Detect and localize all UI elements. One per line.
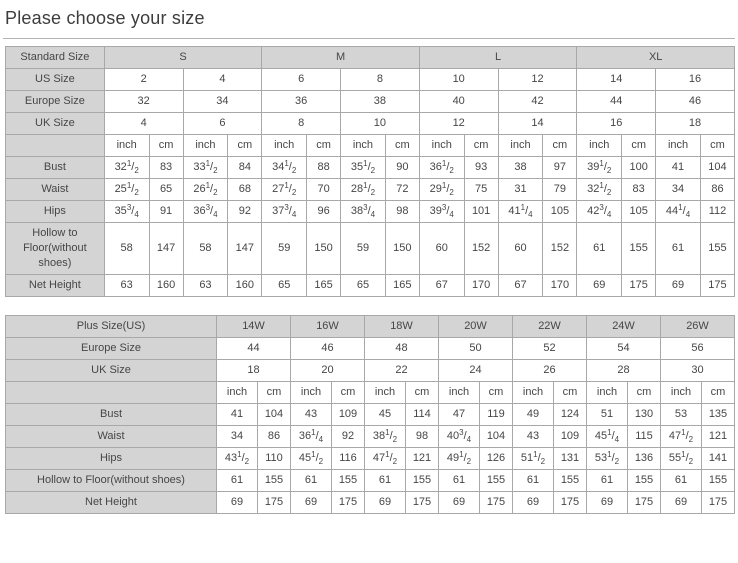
measure-value-cell: $39^3/_4$ xyxy=(419,201,464,223)
measure-value-cell: $25^1/_2$ xyxy=(104,179,149,201)
measure-value-cell: 86 xyxy=(258,425,291,447)
measure-value-cell: $26^1/_2$ xyxy=(183,179,228,201)
size-value-cell: 44 xyxy=(217,337,291,359)
measure-value-cell: 88 xyxy=(307,157,341,179)
measure-value-cell: 63 xyxy=(104,274,149,296)
measure-value-cell: $39^1/_2$ xyxy=(577,157,622,179)
measure-value-cell: 92 xyxy=(228,201,262,223)
measure-value-cell: 152 xyxy=(543,223,577,275)
measure-value-cell: 31 xyxy=(498,179,543,201)
group-header-cell: 16W xyxy=(291,315,365,337)
measure-value-cell: 175 xyxy=(554,491,587,513)
measure-value-cell: $33^1/_2$ xyxy=(183,157,228,179)
measure-value-cell: 105 xyxy=(622,201,656,223)
unit-cell: inch xyxy=(656,135,701,157)
measure-value-cell: 155 xyxy=(258,469,291,491)
table-row xyxy=(6,201,735,223)
unit-cell: cm xyxy=(628,381,661,403)
measure-value-cell: 67 xyxy=(498,274,543,296)
measure-value-cell: 60 xyxy=(498,223,543,275)
measure-value-cell: 114 xyxy=(406,403,439,425)
unit-cell: inch xyxy=(262,135,307,157)
size-value-cell: 54 xyxy=(587,337,661,359)
measure-value-cell: 115 xyxy=(628,425,661,447)
size-value-cell: 12 xyxy=(419,113,498,135)
measure-value-cell: 155 xyxy=(332,469,365,491)
table-row xyxy=(6,157,735,179)
measure-value-cell: 175 xyxy=(258,491,291,513)
measure-value-cell: 141 xyxy=(702,447,735,469)
measure-value-cell: 34 xyxy=(656,179,701,201)
measure-value-cell: 65 xyxy=(262,274,307,296)
size-value-cell: 16 xyxy=(577,113,656,135)
measure-value-cell: 61 xyxy=(291,469,332,491)
size-value-cell: 34 xyxy=(183,91,262,113)
size-value-cell: 6 xyxy=(262,69,341,91)
unit-cell: inch xyxy=(439,381,480,403)
measure-value-cell: 101 xyxy=(464,201,498,223)
measure-value-cell: $37^3/_4$ xyxy=(262,201,307,223)
measure-value-cell: 68 xyxy=(228,179,262,201)
size-value-cell: 50 xyxy=(439,337,513,359)
measure-value-cell: 147 xyxy=(228,223,262,275)
measure-value-cell: $35^3/_4$ xyxy=(104,201,149,223)
measure-value-cell: 104 xyxy=(480,425,513,447)
measure-value-cell: $42^3/_4$ xyxy=(577,201,622,223)
size-value-cell: 20 xyxy=(291,359,365,381)
measure-value-cell: 58 xyxy=(183,223,228,275)
measure-value-cell: 104 xyxy=(258,403,291,425)
measure-value-cell: 47 xyxy=(439,403,480,425)
size-value-cell: 48 xyxy=(365,337,439,359)
table-gap xyxy=(3,297,735,315)
unit-row-label-cell xyxy=(6,135,105,157)
size-value-cell: 14 xyxy=(498,113,577,135)
measure-value-cell: 51 xyxy=(587,403,628,425)
measure-value-cell: $29^1/_2$ xyxy=(419,179,464,201)
measure-value-cell: 69 xyxy=(587,491,628,513)
row-label-cell: Bust xyxy=(6,403,217,425)
measure-value-cell: 150 xyxy=(307,223,341,275)
measure-value-cell: 105 xyxy=(543,201,577,223)
measure-value-cell: 43 xyxy=(291,403,332,425)
measure-value-cell: 136 xyxy=(628,447,661,469)
group-header-cell: 18W xyxy=(365,315,439,337)
measure-value-cell: 155 xyxy=(406,469,439,491)
measure-value-cell: $27^1/_2$ xyxy=(262,179,307,201)
measure-value-cell: $28^1/_2$ xyxy=(341,179,386,201)
measure-value-cell: $47^1/_2$ xyxy=(365,447,406,469)
row-label-cell: Hollow to Floor(without shoes) xyxy=(6,469,217,491)
measure-value-cell: 61 xyxy=(217,469,258,491)
measure-value-cell: $47^1/_2$ xyxy=(661,425,702,447)
measure-value-cell: $49^1/_2$ xyxy=(439,447,480,469)
unit-cell: cm xyxy=(258,381,291,403)
measure-value-cell: 160 xyxy=(149,274,183,296)
measure-value-cell: $35^1/_2$ xyxy=(341,157,386,179)
measure-value-cell: 126 xyxy=(480,447,513,469)
measure-value-cell: 152 xyxy=(464,223,498,275)
size-value-cell: 22 xyxy=(365,359,439,381)
measure-value-cell: 175 xyxy=(332,491,365,513)
measure-value-cell: $38^1/_2$ xyxy=(365,425,406,447)
size-value-cell: 46 xyxy=(291,337,365,359)
measure-value-cell: $36^3/_4$ xyxy=(183,201,228,223)
table-row xyxy=(6,425,735,447)
measure-value-cell: 61 xyxy=(656,223,701,275)
size-value-cell: 18 xyxy=(217,359,291,381)
measure-value-cell: 84 xyxy=(228,157,262,179)
measure-value-cell: 63 xyxy=(183,274,228,296)
measure-value-cell: 59 xyxy=(341,223,386,275)
size-value-cell: 12 xyxy=(498,69,577,91)
size-value-cell: 10 xyxy=(341,113,420,135)
unit-cell: cm xyxy=(332,381,365,403)
measure-value-cell: 165 xyxy=(385,274,419,296)
table-row xyxy=(6,381,735,403)
size-value-cell: 28 xyxy=(587,359,661,381)
row-label-cell: Waist xyxy=(6,425,217,447)
measure-value-cell: $38^3/_4$ xyxy=(341,201,386,223)
measure-value-cell: 121 xyxy=(406,447,439,469)
size-value-cell: 10 xyxy=(419,69,498,91)
size-value-cell: 52 xyxy=(513,337,587,359)
measure-value-cell: 69 xyxy=(217,491,258,513)
size-value-cell: 14 xyxy=(577,69,656,91)
measure-value-cell: 65 xyxy=(341,274,386,296)
measure-value-cell: 131 xyxy=(554,447,587,469)
measure-value-cell: 175 xyxy=(702,491,735,513)
unit-cell: cm xyxy=(406,381,439,403)
row-label-cell: Hips xyxy=(6,201,105,223)
table-row xyxy=(6,447,735,469)
measure-value-cell: 69 xyxy=(577,274,622,296)
measure-value-cell: 92 xyxy=(332,425,365,447)
measure-value-cell: 61 xyxy=(661,469,702,491)
unit-cell: cm xyxy=(385,135,419,157)
group-header-cell: L xyxy=(419,47,577,69)
measure-value-cell: 155 xyxy=(622,223,656,275)
table-row xyxy=(6,223,735,275)
measure-value-cell: 79 xyxy=(543,179,577,201)
unit-cell: cm xyxy=(228,135,262,157)
measure-value-cell: $40^3/_4$ xyxy=(439,425,480,447)
measure-value-cell: 147 xyxy=(149,223,183,275)
measure-value-cell: 93 xyxy=(464,157,498,179)
measure-value-cell: 69 xyxy=(439,491,480,513)
table-row xyxy=(6,135,735,157)
corner-cell: Plus Size(US) xyxy=(6,315,217,337)
measure-value-cell: $45^1/_4$ xyxy=(587,425,628,447)
measure-value-cell: 91 xyxy=(149,201,183,223)
measure-value-cell: $53^1/_2$ xyxy=(587,447,628,469)
size-value-cell: 38 xyxy=(341,91,420,113)
measure-value-cell: 98 xyxy=(406,425,439,447)
measure-value-cell: $36^1/_4$ xyxy=(291,425,332,447)
unit-cell: inch xyxy=(419,135,464,157)
table-row xyxy=(6,179,735,201)
group-header-cell: 14W xyxy=(217,315,291,337)
measure-value-cell: 69 xyxy=(513,491,554,513)
row-label-cell: Hips xyxy=(6,447,217,469)
unit-cell: inch xyxy=(365,381,406,403)
measure-value-cell: 65 xyxy=(149,179,183,201)
row-label-cell: UK Size xyxy=(6,113,105,135)
measure-value-cell: 135 xyxy=(702,403,735,425)
unit-cell: cm xyxy=(702,381,735,403)
unit-cell: cm xyxy=(307,135,341,157)
measure-value-cell: 150 xyxy=(385,223,419,275)
size-value-cell: 8 xyxy=(262,113,341,135)
measure-value-cell: $55^1/_2$ xyxy=(661,447,702,469)
measure-value-cell: 175 xyxy=(480,491,513,513)
unit-cell: inch xyxy=(498,135,543,157)
measure-value-cell: 170 xyxy=(464,274,498,296)
measure-value-cell: 60 xyxy=(419,223,464,275)
measure-value-cell: 59 xyxy=(262,223,307,275)
measure-value-cell: 86 xyxy=(700,179,734,201)
measure-value-cell: 124 xyxy=(554,403,587,425)
measure-value-cell: 155 xyxy=(700,223,734,275)
measure-value-cell: 175 xyxy=(628,491,661,513)
measure-value-cell: 109 xyxy=(332,403,365,425)
measure-value-cell: 155 xyxy=(554,469,587,491)
row-label-cell: US Size xyxy=(6,69,105,91)
measure-value-cell: 53 xyxy=(661,403,702,425)
size-value-cell: 36 xyxy=(262,91,341,113)
size-value-cell: 30 xyxy=(661,359,735,381)
table-row xyxy=(6,113,735,135)
size-value-cell: 24 xyxy=(439,359,513,381)
measure-value-cell: 170 xyxy=(543,274,577,296)
title-divider xyxy=(3,38,735,39)
unit-cell: inch xyxy=(104,135,149,157)
measure-value-cell: 175 xyxy=(622,274,656,296)
table-row xyxy=(6,274,735,296)
measure-value-cell: 34 xyxy=(217,425,258,447)
table-row xyxy=(6,469,735,491)
measure-value-cell: $32^1/_2$ xyxy=(577,179,622,201)
unit-cell: cm xyxy=(554,381,587,403)
row-label-cell: Net Height xyxy=(6,274,105,296)
group-header-cell: 26W xyxy=(661,315,735,337)
group-header-cell: S xyxy=(104,47,262,69)
table-row xyxy=(6,337,735,359)
unit-cell: inch xyxy=(577,135,622,157)
size-value-cell: 26 xyxy=(513,359,587,381)
measure-value-cell: 61 xyxy=(577,223,622,275)
measure-value-cell: 175 xyxy=(700,274,734,296)
measure-value-cell: $34^1/_2$ xyxy=(262,157,307,179)
measure-value-cell: 49 xyxy=(513,403,554,425)
table-row xyxy=(6,403,735,425)
measure-value-cell: $45^1/_2$ xyxy=(291,447,332,469)
size-value-cell: 56 xyxy=(661,337,735,359)
size-value-cell: 40 xyxy=(419,91,498,113)
measure-value-cell: 121 xyxy=(702,425,735,447)
measure-value-cell: 155 xyxy=(480,469,513,491)
measure-value-cell: 109 xyxy=(554,425,587,447)
row-label-cell: Europe Size xyxy=(6,337,217,359)
measure-value-cell: 67 xyxy=(419,274,464,296)
measure-value-cell: 119 xyxy=(480,403,513,425)
unit-cell: inch xyxy=(661,381,702,403)
row-label-cell: Waist xyxy=(6,179,105,201)
size-value-cell: 4 xyxy=(183,69,262,91)
unit-cell: inch xyxy=(341,135,386,157)
measure-value-cell: 43 xyxy=(513,425,554,447)
group-header-cell: 22W xyxy=(513,315,587,337)
standard-size-table xyxy=(5,46,735,297)
measure-value-cell: 110 xyxy=(258,447,291,469)
unit-cell: inch xyxy=(217,381,258,403)
row-label-cell: Hollow to Floor(without shoes) xyxy=(6,223,105,275)
table-row xyxy=(6,47,735,69)
measure-value-cell: $32^1/_2$ xyxy=(104,157,149,179)
table-row xyxy=(6,315,735,337)
measure-value-cell: 155 xyxy=(702,469,735,491)
unit-cell: inch xyxy=(513,381,554,403)
measure-value-cell: 61 xyxy=(587,469,628,491)
size-value-cell: 32 xyxy=(104,91,183,113)
measure-value-cell: 160 xyxy=(228,274,262,296)
measure-value-cell: 69 xyxy=(365,491,406,513)
measure-value-cell: 116 xyxy=(332,447,365,469)
unit-cell: cm xyxy=(149,135,183,157)
measure-value-cell: 104 xyxy=(700,157,734,179)
row-label-cell: UK Size xyxy=(6,359,217,381)
measure-value-cell: 45 xyxy=(365,403,406,425)
table-row xyxy=(6,69,735,91)
unit-cell: inch xyxy=(291,381,332,403)
measure-value-cell: $51^1/_2$ xyxy=(513,447,554,469)
size-value-cell: 42 xyxy=(498,91,577,113)
size-value-cell: 4 xyxy=(104,113,183,135)
group-header-cell: XL xyxy=(577,47,735,69)
table-row xyxy=(6,359,735,381)
measure-value-cell: 72 xyxy=(385,179,419,201)
measure-value-cell: 41 xyxy=(217,403,258,425)
unit-cell: cm xyxy=(464,135,498,157)
measure-value-cell: 69 xyxy=(291,491,332,513)
measure-value-cell: 100 xyxy=(622,157,656,179)
unit-cell: inch xyxy=(183,135,228,157)
unit-cell: inch xyxy=(587,381,628,403)
table-row xyxy=(6,491,735,513)
corner-cell: Standard Size xyxy=(6,47,105,69)
plus-size-table xyxy=(5,315,735,514)
size-value-cell: 6 xyxy=(183,113,262,135)
measure-value-cell: 61 xyxy=(365,469,406,491)
size-value-cell: 2 xyxy=(104,69,183,91)
measure-value-cell: $44^1/_4$ xyxy=(656,201,701,223)
measure-value-cell: 97 xyxy=(543,157,577,179)
group-header-cell: 24W xyxy=(587,315,661,337)
group-header-cell: 20W xyxy=(439,315,513,337)
measure-value-cell: 41 xyxy=(656,157,701,179)
measure-value-cell: 130 xyxy=(628,403,661,425)
measure-value-cell: 96 xyxy=(307,201,341,223)
measure-value-cell: 98 xyxy=(385,201,419,223)
measure-value-cell: 83 xyxy=(149,157,183,179)
measure-value-cell: 83 xyxy=(622,179,656,201)
size-value-cell: 18 xyxy=(656,113,735,135)
measure-value-cell: 165 xyxy=(307,274,341,296)
unit-cell: cm xyxy=(480,381,513,403)
unit-row-label-cell xyxy=(6,381,217,403)
size-value-cell: 8 xyxy=(341,69,420,91)
unit-cell: cm xyxy=(622,135,656,157)
row-label-cell: Europe Size xyxy=(6,91,105,113)
measure-value-cell: 69 xyxy=(656,274,701,296)
size-value-cell: 44 xyxy=(577,91,656,113)
table-row xyxy=(6,91,735,113)
row-label-cell: Net Height xyxy=(6,491,217,513)
measure-value-cell: 58 xyxy=(104,223,149,275)
measure-value-cell: $41^1/_4$ xyxy=(498,201,543,223)
measure-value-cell: 90 xyxy=(385,157,419,179)
measure-value-cell: 61 xyxy=(439,469,480,491)
measure-value-cell: 75 xyxy=(464,179,498,201)
row-label-cell: Bust xyxy=(6,157,105,179)
measure-value-cell: $36^1/_2$ xyxy=(419,157,464,179)
unit-cell: cm xyxy=(700,135,734,157)
page-title: Please choose your size xyxy=(5,8,205,28)
measure-value-cell: 61 xyxy=(513,469,554,491)
size-value-cell: 16 xyxy=(656,69,735,91)
measure-value-cell: 155 xyxy=(628,469,661,491)
unit-cell: cm xyxy=(543,135,577,157)
group-header-cell: M xyxy=(262,47,420,69)
measure-value-cell: 70 xyxy=(307,179,341,201)
measure-value-cell: 38 xyxy=(498,157,543,179)
measure-value-cell: 175 xyxy=(406,491,439,513)
measure-value-cell: 112 xyxy=(700,201,734,223)
size-value-cell: 46 xyxy=(656,91,735,113)
measure-value-cell: $43^1/_2$ xyxy=(217,447,258,469)
measure-value-cell: 69 xyxy=(661,491,702,513)
